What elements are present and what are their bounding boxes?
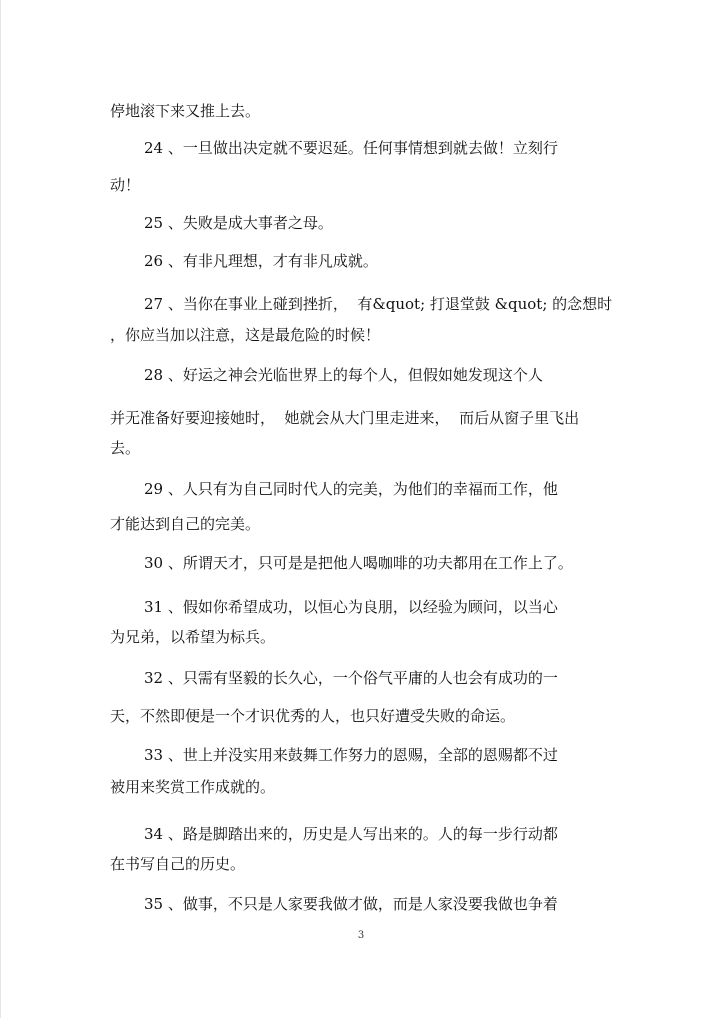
paragraph-line: 在书写自己的历史。: [110, 855, 246, 873]
paragraph-line: 30 、所谓天才，只可是是把他人喝咖啡的功夫都用在工作上了。: [144, 554, 573, 572]
paragraph-line: 27 、当你在事业上碰到挫折， 有&quot; 打退堂鼓 &quot; 的念想时: [144, 295, 613, 313]
paragraph-line: 为兄弟，以希望为标兵。: [110, 628, 276, 646]
paragraph-line: 33 、世上并没实用来鼓舞工作努力的恩赐，全部的恩赐都不过: [144, 746, 558, 764]
paragraph-line: 32 、只需有坚毅的长久心，一个俗气平庸的人也会有成功的一: [144, 669, 558, 687]
paragraph-line: ，你应当加以注意，这是最危险的时候！: [110, 326, 381, 344]
page-number: 3: [357, 930, 365, 941]
paragraph-line: 被用来奖赏工作成就的。: [110, 778, 276, 796]
paragraph-line: 26 、有非凡理想，才有非凡成就。: [144, 252, 378, 270]
paragraph-line: 35 、做事，不只是人家要我做才做，而是人家没要我做也争着: [144, 895, 558, 913]
paragraph-line: 才能达到自己的完美。: [110, 515, 261, 533]
paragraph-line: 动！: [110, 176, 141, 194]
paragraph-line: 34 、路是脚踏出来的，历史是人写出来的。人的每一步行动都: [144, 825, 558, 843]
paragraph-line: 停地滚下来又推上去。: [110, 102, 261, 120]
paragraph-line: 31 、假如你希望成功，以恒心为良朋，以经验为顾问，以当心: [144, 598, 558, 616]
paragraph-line: 并无准备好要迎接她时， 她就会从大门里走进来， 而后从窗子里飞出: [110, 409, 580, 427]
paragraph-line: 28 、好运之神会光临世界上的每个人，但假如她发现这个人: [144, 366, 543, 384]
paragraph-line: 24 、一旦做出决定就不要迟延。任何事情想到就去做！立刻行: [144, 139, 558, 157]
paragraph-line: 去。: [110, 439, 141, 457]
paragraph-line: 29 、人只有为自己同时代人的完美，为他们的幸福而工作，他: [144, 480, 558, 498]
paragraph-line: 25 、失败是成大事者之母。: [144, 214, 333, 232]
paragraph-line: 天，不然即便是一个才识优秀的人，也只好遭受失败的命运。: [110, 707, 516, 725]
